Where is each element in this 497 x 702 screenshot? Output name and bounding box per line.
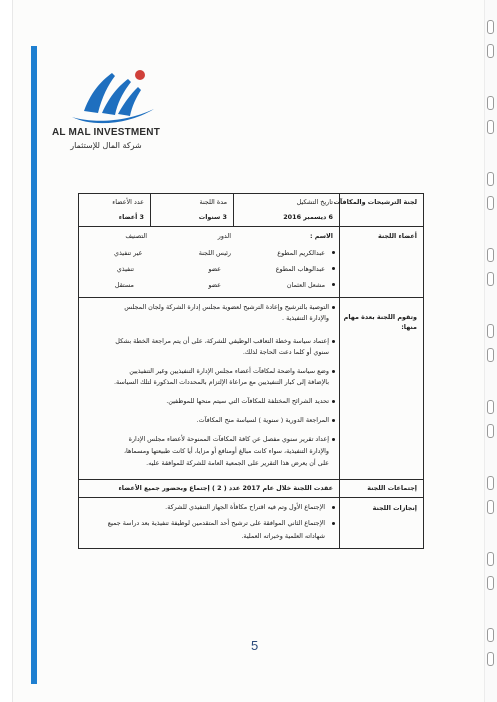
row-divider <box>78 297 424 298</box>
achievements-label: إنجازات اللجنة <box>372 504 417 512</box>
binder-hole <box>487 424 494 438</box>
row-divider <box>78 479 424 480</box>
task-line: إعتماد سياسة وخطة التعاقب الوظيفي للشركة، على أن يتم مراجعة الخطة بشكل <box>115 337 329 345</box>
binder-hole <box>487 272 494 286</box>
achievement-line: الإجتماع الأول وتم فيه اقتراح مكافأة الجهاز التنفيذي للشركة. <box>165 503 325 511</box>
task-line: والإدارة التنفيذية . <box>282 314 329 322</box>
header-column-divider <box>150 193 151 227</box>
binder-hole <box>487 552 494 566</box>
meetings-text: عقدت اللجنة خلال عام 2017 عدد ( 2 ) إجتماع وبحضور جميع الأعضاء <box>118 484 333 492</box>
task-line: والإدارة التنفيذية، سواء كانت مبالغ أومنافع أو مزايا، أيا كانت طبيعتها ومسماها، <box>123 447 329 455</box>
members-role-header: الدور <box>217 232 231 240</box>
member-role: عضو <box>208 281 221 289</box>
member-name: عبدالكريم المطوع <box>277 249 325 257</box>
member-class: مستقل <box>114 281 134 289</box>
bullet <box>332 306 335 309</box>
binder-hole <box>487 120 494 134</box>
members-count-value: 3 أعضاء <box>118 213 144 221</box>
member-role: رئيس اللجنة <box>198 249 231 257</box>
row-divider <box>78 497 424 498</box>
logo-red-dot <box>135 70 145 80</box>
binder-hole <box>487 500 494 514</box>
meetings-label: إجتماعات اللجنة <box>367 484 417 492</box>
achievement-line: الإجتماع الثاني الموافقة على ترشيح أحد المتقدمين لوظيفة تنفيذية بعد دراسة جميع <box>107 519 325 527</box>
bullet <box>332 283 335 286</box>
company-logo <box>68 67 158 129</box>
task-line: سنوي أو كلما دعت الحاجة لذلك. <box>242 348 329 356</box>
accent-bar <box>31 46 37 684</box>
binder-hole <box>487 348 494 362</box>
task-line: بالإضافة إلى كبار التنفيذيين مع مراعاة الإلتزام بالمحددات المذكورة لتلك السياسة. <box>114 378 329 386</box>
bullet <box>332 370 335 373</box>
scan-left-edge <box>0 0 13 702</box>
scan-right-edge <box>484 0 497 702</box>
binder-hole <box>487 652 494 666</box>
achievement-line: شهاداته العلمية وخبراته العملية. <box>241 532 325 540</box>
term-value: 3 سنوات <box>198 213 227 221</box>
member-class: غير تنفيذي <box>113 249 142 257</box>
task-line: المراجعة الدورية ( سنوية ) لسياسة منح المكافآت. <box>196 416 329 424</box>
member-name: مشعل العثمان <box>286 281 325 289</box>
binder-hole <box>487 172 494 186</box>
binder-hole <box>487 248 494 262</box>
members-label: أعضاء اللجنة <box>377 232 417 240</box>
term-label: مدة اللجنة <box>199 198 227 206</box>
member-role: عضو <box>208 265 221 273</box>
task-line: التوصية بالترشيح وإعادة الترشيح لعضوية مجلس إدارة الشركة ولجان المجلس <box>124 303 329 311</box>
member-name: عبدالوهاب المطوع <box>275 265 325 273</box>
members-class-header: التصنيف <box>125 232 147 240</box>
binder-hole <box>487 628 494 642</box>
tasks-label: وتقوم اللجنة بعدة مهام منها: <box>343 313 417 331</box>
binder-hole <box>487 20 494 34</box>
bullet <box>332 340 335 343</box>
bullet <box>332 438 335 441</box>
binder-hole <box>487 400 494 414</box>
task-line: تحديد الشرائح المختلفة للمكافآت التي سيتم منحها للموظفين. <box>166 397 329 405</box>
brand-name-ar: شركة المال للإستثمار <box>70 141 142 150</box>
bullet <box>332 506 335 509</box>
formation-date-value: 6 ديسمبر 2016 <box>283 213 333 221</box>
binder-hole <box>487 96 494 110</box>
binder-hole <box>487 44 494 58</box>
binder-hole <box>487 476 494 490</box>
header-column-divider <box>233 193 234 227</box>
members-count-label: عدد الأعضاء <box>112 198 144 206</box>
binder-hole <box>487 324 494 338</box>
task-line: وضع سياسة واضحة لمكافآت أعضاء مجلس الإدارة التنفيذيين وغير التنفيذيين <box>129 367 329 375</box>
formation-date-label: تاريخ التشكيل <box>296 198 333 206</box>
committee-label: لجنة الترشيحات والمكافآت <box>333 198 417 206</box>
row-divider <box>78 226 424 227</box>
bullet <box>332 419 335 422</box>
member-class: تنفيذي <box>116 265 134 273</box>
bullet <box>332 522 335 525</box>
task-line: إعداد تقرير سنوي مفصل عن كافة المكافآت الممنوحة لأعضاء مجلس الإدارة <box>128 435 329 443</box>
bullet <box>332 267 335 270</box>
label-column-divider <box>339 193 340 549</box>
binder-hole <box>487 576 494 590</box>
bullet <box>332 251 335 254</box>
task-line: على أن يعرض هذا التقرير على الجمعية العامة للشركة للموافقة عليه. <box>146 459 329 467</box>
brand-name-en: AL MAL INVESTMENT <box>51 127 161 138</box>
bullet <box>332 400 335 403</box>
page-number: 5 <box>251 638 259 653</box>
binder-hole <box>487 196 494 210</box>
members-name-header: الاسم : <box>309 232 333 240</box>
